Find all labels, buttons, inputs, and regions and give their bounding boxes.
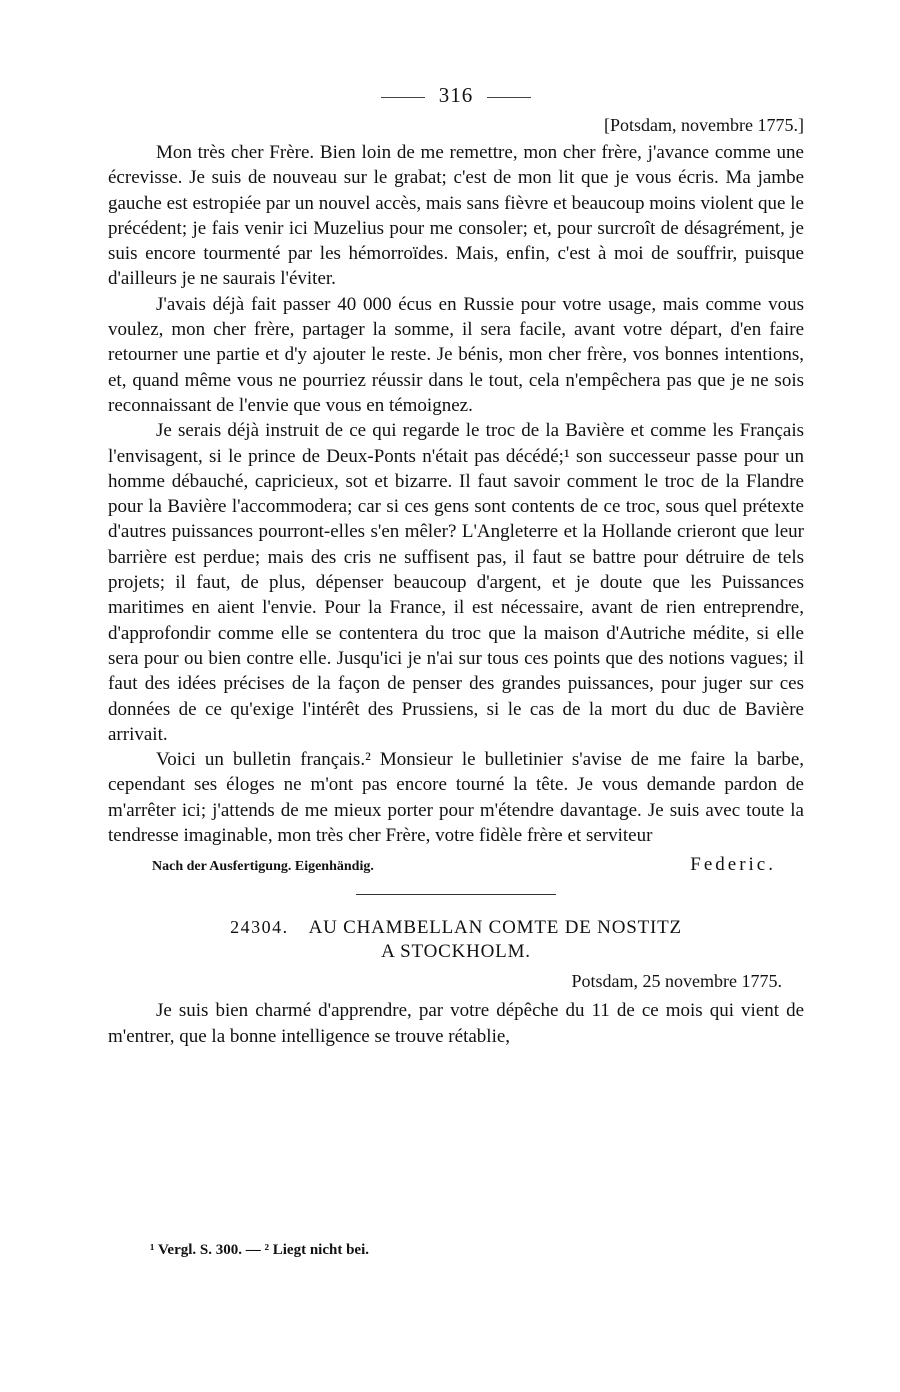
source-note: Nach der Ausfertigung. Eigenhändig. xyxy=(152,859,374,875)
letter2-dateline: Potsdam, 25 novembre 1775. xyxy=(571,971,782,992)
page-number: 316 xyxy=(438,83,474,107)
header-dash-left xyxy=(381,97,425,98)
letter1-paragraph-3: Je serais déjà instruit de ce qui regarde le troc de la Bavière et comme les Français l'envisagent, si le prince de Deux-Ponts n'était pas décédé;¹ son successeur passe pour un homme débauché, capricieux, sot et bizarre. Il faut savoir comment le troc de la Flandre pour la Bavière l'accommodera; car si ces gens sont contents de ce troc, sous quel prétexte d'autres puissances pourront-elles s'en mêler? L'Angleterre et la Hollande crieront que leur barrière est perdue; mais des cris ne suffisent pas, il faut se battre pour détruire de tels projets; il faut, de plus, dépenser beaucoup d'argent, et je doute que les Puissances maritimes en aient l'envie. Pour la France, il est nécessaire, avant de rien entreprendre, d'approfondir comme elle se contentera du troc que la maison d'Autriche médite, si elle sera pour ou bien contre elle. Jusqu'ici je n'ai sur tous ces points que des notions vagues; il faut des idées précises de la façon de penser des grandes puissances, pour juger sur ces données de ce qu'exige l'intérêt des Prussiens, si le cas de la mort du duc de Bavière arrivait. xyxy=(108,420,804,745)
letter1-dateline: [Potsdam, novembre 1775.] xyxy=(604,115,804,135)
letter2-title-line1: AU CHAMBELLAN COMTE DE NOSTITZ xyxy=(308,917,682,939)
footnotes: ¹ Vergl. S. 300. — ² Liegt nicht bei. xyxy=(150,1242,370,1258)
letter1-closing xyxy=(108,854,804,880)
header-dash-right xyxy=(487,97,531,98)
letter1-paragraph-1: Mon très cher Frère. Bien loin de me remettre, mon cher frère, j'avance comme une écrevisse. Je suis de nouveau sur le grabat; c'est de mon lit que je vous écris. Ma jambe gauche est estropiée par un nouvel accès, mais sans fièvre et beaucoup moins violent que le précédent; je fais venir ici Muzelius pour me consoler; et, pour surcroît de désagrément, je suis encore tourmenté par les hémorroïdes. Mais, enfin, c'est à moi de souffrir, puisque d'ailleurs je ne saurais l'éviter. xyxy=(108,142,804,290)
section-divider xyxy=(356,894,556,895)
running-header xyxy=(108,78,804,112)
book-page xyxy=(108,78,804,1049)
signature: Federic. xyxy=(690,854,776,876)
letter2-title-line2: A STOCKHOLM. xyxy=(381,941,531,963)
letter2-heading-line1 xyxy=(108,915,804,940)
letter-number: 24304. xyxy=(230,917,289,938)
letter2-paragraph: Je suis bien charmé d'apprendre, par votre dépêche du 11 de ce mois qui vient de m'entrer, que la bonne intelligence se trouve rétablie, xyxy=(108,1000,804,1047)
letter2-heading xyxy=(108,915,804,964)
letter1-paragraph-2: J'avais déjà fait passer 40 000 écus en Russie pour votre usage, mais comme vous voulez, mon cher frère, partager la somme, il sera facile, avant votre départ, d'en faire retourner une partie et d'y ajouter le reste. Je bénis, mon cher frère, vos bonnes intentions, et, quand même vous ne pourriez réussir dans le tout, cela n'empêchera pas que je ne sois reconnaissant de l'envie que vous en témoignez. xyxy=(108,293,804,416)
letter1-paragraph-4: Voici un bulletin français.² Monsieur le bulletinier s'avise de me faire la barbe, cependant ses éloges ne m'ont pas encore tourné la tête. Je vous demande pardon de m'arrêter ici; j'attends de me mieux porter pour m'étendre davantage. Je suis avec toute la tendresse imaginable, mon très cher Frère, votre fidèle frère et serviteur xyxy=(108,749,804,847)
